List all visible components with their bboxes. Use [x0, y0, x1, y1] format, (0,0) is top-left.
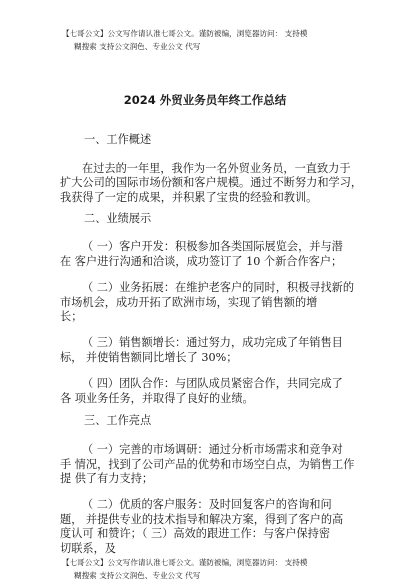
paragraph-line: 市场机会，成功开拓了欧洲市场，实现了销售额的增	[60, 296, 318, 309]
section-heading-3: 三、工作亮点	[84, 414, 152, 427]
paragraph-line: （ 二）业务拓展：在维护老客户的同时，积极寻找新的	[82, 281, 355, 294]
paragraph-line: 我获得了一定的成果，并积累了宝贵的经验和教训。	[60, 191, 318, 204]
paragraph-line: 切联系，及	[60, 542, 116, 555]
paragraph-line: 标， 并使销售额同比增长了 30%；	[60, 351, 238, 364]
footer-line-2: 糊搜索 支持公文润色、专业公文 代写	[74, 571, 201, 580]
header-line-1: 【七哥公文】公文写作请认准七哥公文。谨防被编，浏览器访问： 支持模	[62, 29, 308, 38]
paragraph-line: （ 一）客户开发：积极参加各类国际展览会，并与潜	[82, 240, 343, 253]
paragraph-line: 在过去的一年里，我作为一名外贸业务员，一直致力于	[82, 162, 351, 175]
paragraph-line: 各 项业务任务，并取得了良好的业绩。	[60, 392, 254, 405]
paragraph-line: 提 供了有力支持；	[60, 472, 154, 485]
document-title: 2024 外贸业务员年终工作总结	[123, 93, 287, 107]
section-heading-2: 二、业绩展示	[84, 212, 152, 225]
paragraph-line: 题， 并提供专业的技术指导和解决方案，得到了客户的高	[60, 513, 344, 526]
paragraph-line: 扩大公司的国际市场份额和客户规模。通过不断努力和学习，	[60, 176, 363, 189]
page-header-watermark	[62, 27, 362, 53]
paragraph-line: 在 客户进行沟通和洽谈，成功签订了 10 个新合作客户；	[60, 255, 343, 268]
paragraph-line: 长；	[60, 310, 83, 323]
footer-line-1: 【七哥公文】公文写作请认准七哥公文。谨防被编，浏览器访问： 支持模	[62, 558, 308, 567]
paragraph-line: 手 情况，找到了公司产品的优势和市场空白点，为销售工作	[60, 458, 355, 471]
paragraph-line: （ 四）团队合作：与团队成员紧密合作，共同完成了	[82, 377, 343, 390]
paragraph-line: （ 二）优质的客户服务：及时回复客户的咨询和问	[82, 498, 332, 511]
paragraph-line: （ 三）销售额增长：通过努力，成功完成了年销售目	[82, 336, 343, 349]
paragraph-line: 度认可 和赞许；（ 三）高效的跟进工作：与客户保持密	[60, 527, 331, 540]
paragraph-line: （ 一）完善的市场调研：通过分析市场需求和竞争对	[82, 443, 343, 456]
page-footer-watermark	[62, 556, 362, 582]
section-heading-1: 一、工作概述	[84, 133, 152, 146]
header-line-2: 糊搜索 支持公文润色、专业公文 代写	[74, 42, 201, 51]
